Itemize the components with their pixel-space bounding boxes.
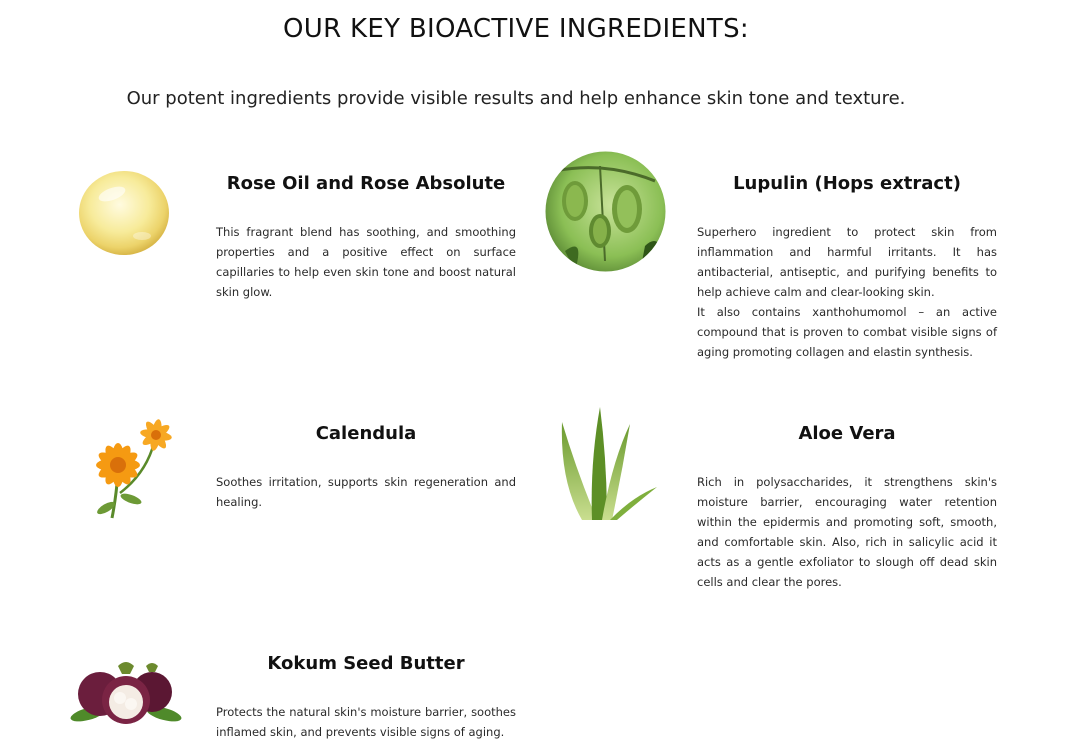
ingredient-description-kokum: [216, 702, 516, 742]
description-paragraph: Protects the natural skin's moisture barrier, soothes inflamed skin, and prevents visible signs of aging.: [216, 705, 516, 739]
calendula-image: [76, 413, 178, 521]
ingredient-description-calendula: [216, 472, 516, 512]
description-paragraph: Soothes irritation, supports skin regeneration and healing.: [216, 475, 516, 509]
rose-oil-droplet-image: [76, 166, 172, 258]
ingredient-title-kokum: Kokum Seed Butter: [267, 653, 465, 674]
ingredient-title-lupulin: Lupulin (Hops extract): [733, 173, 961, 194]
ingredient-title-rose-oil: Rose Oil and Rose Absolute: [226, 173, 506, 194]
description-paragraph: Rich in polysaccharides, it strengthens skin's moisture barrier, encouraging water retention within the epidermis and promoting soft, smooth, and comfortable skin. Also, rich in salicylic acid it acts as a gentle exfoliator to slough off dead skin cells and clear the pores.: [697, 475, 997, 589]
ingredient-description-aloe-vera: [697, 472, 997, 592]
aloe-vera-image: [552, 402, 662, 522]
ingredient-description-rose-oil: [216, 222, 516, 302]
hops-image: [545, 151, 666, 272]
description-paragraph: Superhero ingredient to protect skin from inflammation and harmful irritants. It has antibacterial, antiseptic, and purifying benefits to help achieve calm and clear-looking skin.: [697, 225, 997, 299]
ingredient-title-calendula: Calendula: [315, 423, 417, 444]
mangosteen-image: [68, 656, 184, 726]
ingredient-title-aloe-vera: Aloe Vera: [798, 423, 896, 444]
page-subtitle: Our potent ingredients provide visible results and help enhance skin tone and texture.: [126, 88, 906, 109]
page-title: OUR KEY BIOACTIVE INGREDIENTS:: [283, 14, 749, 44]
description-paragraph: It also contains xanthohumomol – an active compound that is proven to combat visible signs of aging promoting collagen and elastin synthesis.: [697, 305, 997, 359]
description-paragraph: This fragrant blend has soothing, and smoothing properties and a positive effect on surface capillaries to help even skin tone and boost natural skin glow.: [216, 225, 516, 299]
ingredient-description-lupulin: [697, 222, 997, 362]
